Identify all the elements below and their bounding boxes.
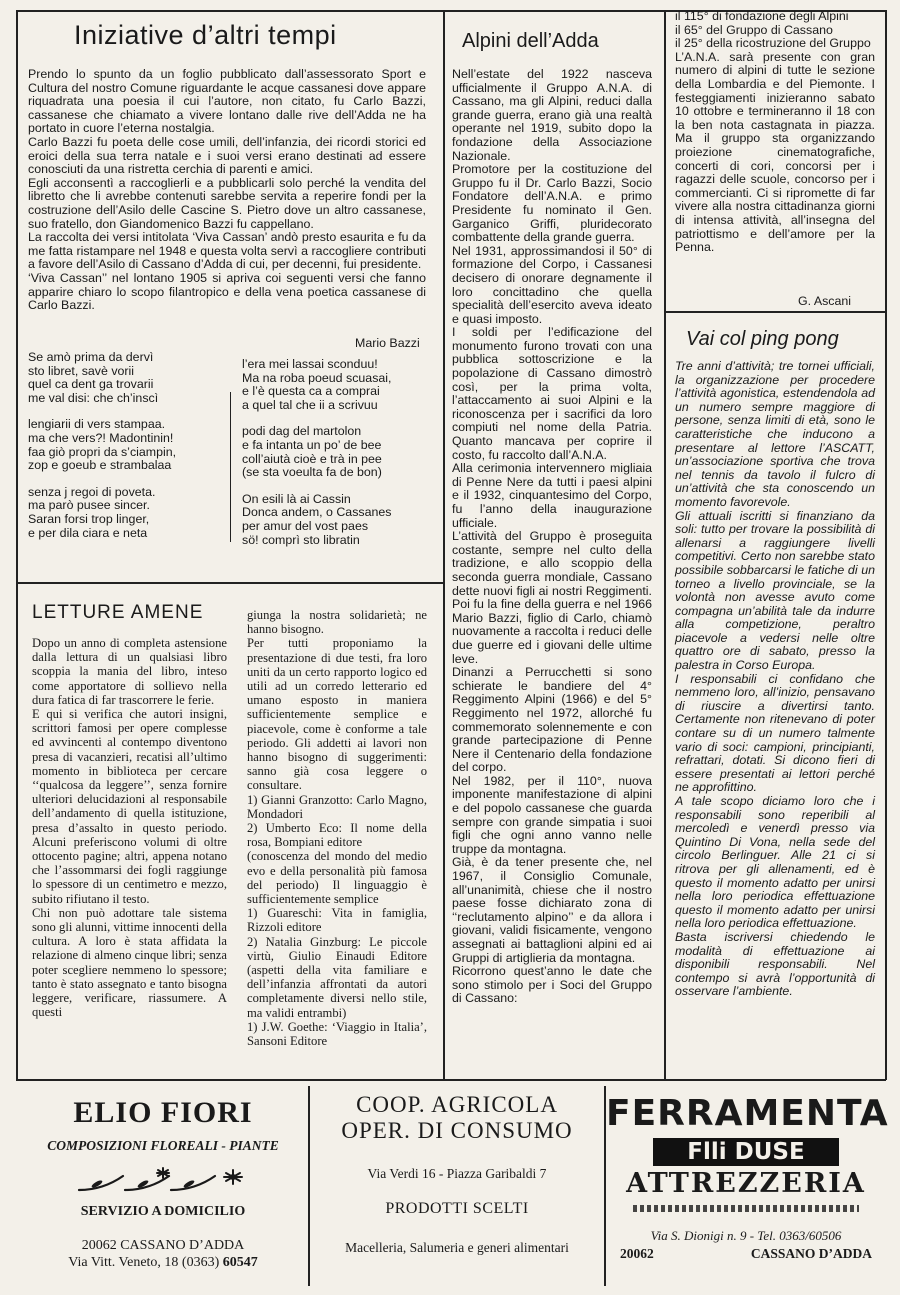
ad-ferramenta-duse bbox=[606, 1086, 889, 1294]
paragraph: Nell’estate del 1922 nasceva ufficialmente il Gruppo A.N.A. di Cassano, ma gli Alpini, reduci dalla grande guerra, erano già una realtà operante nel 1919, subito dopo la fondazione della Associazione Nazionale. bbox=[452, 67, 652, 163]
right-border bbox=[885, 10, 887, 1080]
anniversary: il 65° del Gruppo di Cassano bbox=[675, 22, 833, 37]
stanza: senza j regoi di poveta. ma parò pusee sincer. Saran forsi trop linger, e per dila ciara e neta bbox=[28, 484, 156, 540]
ad-fiori-address: Via Vitt. Veneto, 18 (0363) 60547 bbox=[68, 1255, 258, 1270]
paragraph: Chi non può adottare tale sistema sono gli alunni, vittime innocenti della cultura. A loro è stata affidata la relazione di almeno cinque libri; senza poter scegliere nemmeno lo spessore; tanto è stato assegnato e tanto bisogna leggere, verificare, riassumere. A questi bbox=[32, 905, 227, 1020]
paragraph: I responsabili ci confidano che nemmeno loro, all’inizio, pensavano di riuscire a divertirsi tanto. Certamente non ritenevano di poter contare su di un numero talmente vario di soci: campioni, principianti, refrattari, dotati. Si dicono fieri di essere presentati ai lettori perché ne approfittino. bbox=[675, 671, 875, 795]
list-item: 1) Guareschi: Vita in famiglia, Rizzoli editore bbox=[247, 906, 427, 935]
flower-ornament-icon bbox=[18, 1162, 308, 1196]
ad-fiori-city: 20062 CASSANO D’ADDA bbox=[81, 1238, 245, 1253]
anniversary: il 115° di fondazione degli Alpini bbox=[675, 9, 849, 23]
ad-fiori-name: ELIO FIORI bbox=[73, 1096, 253, 1129]
column-divider-2 bbox=[664, 10, 666, 1080]
ad-coop-line2: OPER. DI CONSUMO bbox=[341, 1118, 573, 1143]
ad-coop-products: PRODOTTI SCELTI bbox=[385, 1200, 529, 1217]
paragraph: Prendo lo spunto da un foglio pubblicato dall’assessorato Sport e Cultura del nostro Comune riguardante le acque cassanesi dove appare riquadrata una poesia il cui l’autore, non citato, fu Carlo Bazzi, cassanese che chiamato a vivere lontano dalle rive dell’Adda ne ha portato in cuore l’eterna nostalgia. bbox=[28, 67, 426, 136]
ad-fiori-subtitle: COMPOSIZIONI FLOREALI - PIANTE bbox=[47, 1138, 279, 1153]
ad-ferramenta-address: Via S. Dionigi n. 9 - Tel. 0363/60506 bbox=[650, 1228, 842, 1243]
stanza: l’era mei lassai sconduu! Ma na roba poeud scuasai, e l’è questa ca a comprai a quel tal che ii a scrivuu bbox=[242, 357, 392, 412]
ad-ferramenta-title: FERRAMENTA bbox=[606, 1093, 889, 1134]
anniversary: il 25° della ricostruzione del Gruppo bbox=[675, 36, 871, 51]
poem-divider bbox=[230, 392, 231, 542]
signature-mario-bazzi: Mario Bazzi bbox=[355, 336, 420, 350]
article-title-pingpong: Vai col ping pong bbox=[686, 328, 839, 350]
paragraph: giunga la nostra solidarietà; ne hanno bisogno. bbox=[247, 608, 427, 637]
horizontal-divider-left bbox=[16, 582, 444, 584]
list-item: 2) Natalia Ginzburg: Le piccole virtù, Giulio Einaudi Editore (aspetti della vita familiare e dell’infanzia affrontati da autori completamente diversi nello stile, ma validi entrambi) bbox=[247, 934, 427, 1020]
left-border bbox=[16, 10, 18, 1080]
column-divider-1 bbox=[443, 10, 445, 1080]
paragraph: La raccolta dei versi intitolata ‘Viva Cassan’ andò presto esaurita e fu da me fatta ristampare nel 1948 e questa volta servì a raccogliere contributi a favore dell’Asilo di Cassano d’Adda di cui, per decenni, fui presidente. bbox=[28, 230, 426, 272]
paragraph: Nel 1982, per il 110°, nuova imponente manifestazione di alpini e del popolo cassanese che guarda sempre con grande simpatia i suoi figli che ogni anno vanno nelle truppe da montagna. bbox=[452, 773, 652, 856]
paragraph: A tale scopo diciamo loro che i responsabili sono reperibili al mercoledì e venerdì presso via Quintino Di Vona, nella sede del circolo Berlinguer. Alle 21 ci si ritrova per gli allenamenti, ed è questo il momento adatto per unirsi nella loro periodica effettuazione questo il momento adatto per unirsi nella loro periodica effettuazione. bbox=[675, 794, 875, 931]
stanza: Se amò prima da dervì sto libret, savè vorii quel ca dent ga trovarii me val disi: che ch’inscì bbox=[28, 350, 159, 405]
paragraph: Basta iscriversi chiedendo le modalità di effettuazione ai disponibili responsabili. Nel contempo si avrà l’opportunità di osservare l’ambiente. bbox=[675, 929, 875, 999]
list-item: 2) Umberto Eco: Il nome della rosa, Bompiani editore bbox=[247, 821, 427, 850]
paragraph: Per tutti proponiamo la presentazione di due testi, fra loro uniti da un certo rapporto logico ed utili ad un corredo letterario ed umano esposto in maniera sufficientemente semplice e piacevole, come è conforme a tale periodo. Gli addetti ai lavori non hanno bisogno di suggerimenti: sanno già cosa leggere o consultare. bbox=[247, 636, 427, 793]
stanza: On esili là ai Cassin Donca andem, o Cassanes per amur del vost paes sö! comprì sto libratin bbox=[242, 491, 392, 547]
paragraph: I soldi per l’edificazione del monumento furono trovati con una pubblica sottoscrizione e la popolazione di Cassano dimostrò così, per la prima volta, l’attaccamento ai suoi Alpini e la riconoscenza per i sacrifici da loro compiuti nel nome della Patria. Quanto mancava per coprire il costo, fu raccolto dall’A.N.A. bbox=[452, 325, 652, 462]
ad-coop-address: Via Verdi 16 - Piazza Garibaldi 7 bbox=[367, 1166, 547, 1181]
bottom-border bbox=[16, 1079, 886, 1081]
ad-fiori-service: SERVIZIO A DOMICILIO bbox=[80, 1204, 246, 1219]
article-pingpong-body bbox=[675, 360, 875, 999]
paragraph: Dinanzi a Perrucchetti si sono schierate le bandiere del 4° Reggimento Alpini (1966) e del 5° Reggimento nel 1972, allorché fu commemorato solennemente e con grande partecipazione di Penne Nere il Centenario della fondazione del corpo. bbox=[452, 665, 652, 775]
article-alpini-body bbox=[452, 68, 652, 1006]
paragraph: Dopo un anno di completa astensione dalla lettura di un qualsiasi libro scoppia la mania del libro, inteso come apportatore di sollievo nella dura fatica di far trascorrere le ferie. bbox=[32, 636, 227, 707]
stanza: podi dag del martolon e fa intanta un po’ de bee coll’aiutà cioè e trà in pee (se sta voeulta fa de bon) bbox=[242, 424, 382, 480]
article-alpini-continuation bbox=[675, 10, 875, 255]
paragraph: Egli acconsentì a raccoglierli e a pubblicarli solo perché la vendita del libretto che li avrebbe contenuti sarebbe servita a reperire fondi per la costruzione dell’Asilo delle Cascine S. Pietro dove un altro cassanese, suo fratello, don Giandomenico Bazzi fu cappellano. bbox=[28, 175, 426, 231]
paragraph: L’A.N.A. sarà presente con gran numero di alpini di tutte le sezione della Lombardia e del Piemonte. I festeggiamenti inizieranno sabato 10 ottobre e termineranno il 18 con la ben nota castagnata in piazza. Ma il gruppo sta organizzando proiezione cinematografiche, concerti di cori, concorsi per i ragazzi delle scuole, concorso per i commercianti. Ci si ripromette di far vivere alla nostra cittadinanza giorni di intensa attività, all’insegna del patriottismo e dell’amore per la Penna. bbox=[675, 49, 875, 255]
article-letture-col-a bbox=[32, 636, 227, 1019]
paragraph: Promotore per la costituzione del Gruppo fu il Dr. Carlo Bazzi, Socio Fondatore dell’A.N.A. e primo Presidente fu nominato il Gen. Garganico Griffi, pluridecorato combattente della grande guerra. bbox=[452, 162, 652, 245]
list-item: 1) Gianni Granzotto: Carlo Magno, Mondadori bbox=[247, 792, 427, 821]
ad-coop-agricola bbox=[310, 1086, 604, 1294]
paragraph: Già, è da tener presente che, nel 1967, il Consiglio Comunale, all’unanimità, chiese che il nostro paese fosse dichiarato zona di ‘‘reclutamento alpino’’ e da allora i giovani, validi fisicamente, vengono assegnati ai battaglioni alpini ed ai Gruppi di artiglieria da montagna. bbox=[452, 855, 652, 965]
paragraph: Tre anni d’attività; tre tornei ufficiali, la organizzazione per procedere l’attività agonistica, estendendola ad un numero sempre maggiore di persone, senza limiti di età, sono le caratteristiche che inducono a presentare al lettore l’ASCATT, un’associazione sportiva che trova nel tennis da tavolo il fulcro di un’attività che sta conoscendo un momento favorevole. bbox=[675, 359, 875, 509]
ornament-border bbox=[633, 1205, 859, 1212]
poem-right bbox=[242, 358, 432, 560]
article-letture-col-b bbox=[247, 608, 427, 1048]
ad-elio-fiori bbox=[18, 1086, 308, 1294]
paragraph: Gli attuali iscritti si finanziano da soli: tutto per trovare la possibilità di allenarsi a raggiungere livelli competitivi. Certo non sarebbe stato possibile sobbarcarsi le fatiche di un torneo a livello provinciale, se la volontà non avesse avuto come compagna un’abilità tale da indurre alla competizione, peraltro piacevole a vedersi nelle oltre quattro ore di sabato, presso la palestra in Corso Europa. bbox=[675, 508, 875, 673]
paragraph: Carlo Bazzi fu poeta delle cose umili, dell’infanzia, dei ricordi storici ed eroici della sua terra natale e i suoi versi erano destinati ad essere conosciuti da una ristretta cerchia di parenti e amici. bbox=[28, 134, 426, 177]
ad-ferramenta-band: Flli DUSE bbox=[653, 1138, 838, 1166]
ad-ferramenta-sub: ATTREZZERIA bbox=[626, 1168, 866, 1199]
article-title-alpini: Alpini dell’Adda bbox=[462, 30, 599, 52]
ad-ferramenta-cityline: 20062 CASSANO D’ADDA bbox=[620, 1246, 872, 1261]
horizontal-divider-right bbox=[664, 311, 886, 313]
paragraph: L’attività del Gruppo è proseguita costante, sempre nel culto della tradizione, e allo scoppio della seconda guerra mondiale, Cassano dette nuovi figli ai nostri Reggimenti. Poi fu la fine della guerra e nel 1966 Mario Bazzi, figlio di Carlo, chiamò nuovamente a raccolta i reduci delle due guerre ed i giovani delle ultime leve. bbox=[452, 529, 652, 666]
paragraph: ‘Viva Cassan’’ nel lontano 1905 si apriva coi seguenti versi che fanno apparire chiaro lo scopo filantropico e della vena poetica cassanese di Carlo Bazzi. bbox=[28, 270, 426, 313]
poem-left bbox=[28, 351, 218, 553]
paragraph: Alla cerimonia intervennero migliaia di Penne Nere da tutti i paesi alpini e il 1932, cinquantesimo del Corpo, fu l’anno della inaugurazione ufficiale. bbox=[452, 461, 652, 530]
article-title-iniziative: Iniziative d’altri tempi bbox=[74, 20, 337, 50]
ad-coop-shops: Macelleria, Salumeria e generi alimentari bbox=[345, 1240, 569, 1255]
paragraph: E qui si verifica che autori insigni, scrittori famosi per opere complesse ed avvincenti al contempo diventono presa di vacanzieri, recatisi all’ultimo momento in biblioteca per cercare ‘‘qualcosa da leggere’’, senza fornire ulteriori delucidazioni al responsabile dell’andamento di quella istituzione, presa d’assalto in questo periodo. Alcuni preferiscono volumi di oltre ottocento pagine; altri, appena notano che l’assommarsi dei fogli raggiunge lo spessore di un centimetro e mezzo, subito rifiutano il testo. bbox=[32, 707, 227, 906]
paragraph: (conoscenza del mondo del medio evo e della personalità più famosa del periodo) Il linguaggio è sufficientemente semplice bbox=[247, 849, 427, 907]
article-iniziative-body bbox=[28, 68, 426, 313]
paragraph: Ricorrono quest’anno le date che sono stimolo per i Soci del Gruppo di Cassano: bbox=[452, 964, 652, 1006]
ad-coop-line1: COOP. AGRICOLA bbox=[356, 1092, 558, 1117]
list-item: 1) J.W. Goethe: ‘Viaggio in Italia’, Sansoni Editore bbox=[247, 1019, 427, 1049]
article-title-letture: LETTURE AMENE bbox=[32, 602, 204, 623]
signature-g-ascani: G. Ascani bbox=[798, 294, 852, 308]
stanza: lengiarii di vers stampaa. ma che vers?! Madontinin! faa giò propri da s’ciampin, zop e goeub e strambalaa bbox=[28, 417, 177, 473]
paragraph: Nel 1931, approssimandosi il 50° di formazione del Corpo, i Cassanesi decisero di onorare degnamente il loro concittadino che quella specialità dell’esercito aveva ideato e quasi imposto. bbox=[452, 243, 652, 326]
